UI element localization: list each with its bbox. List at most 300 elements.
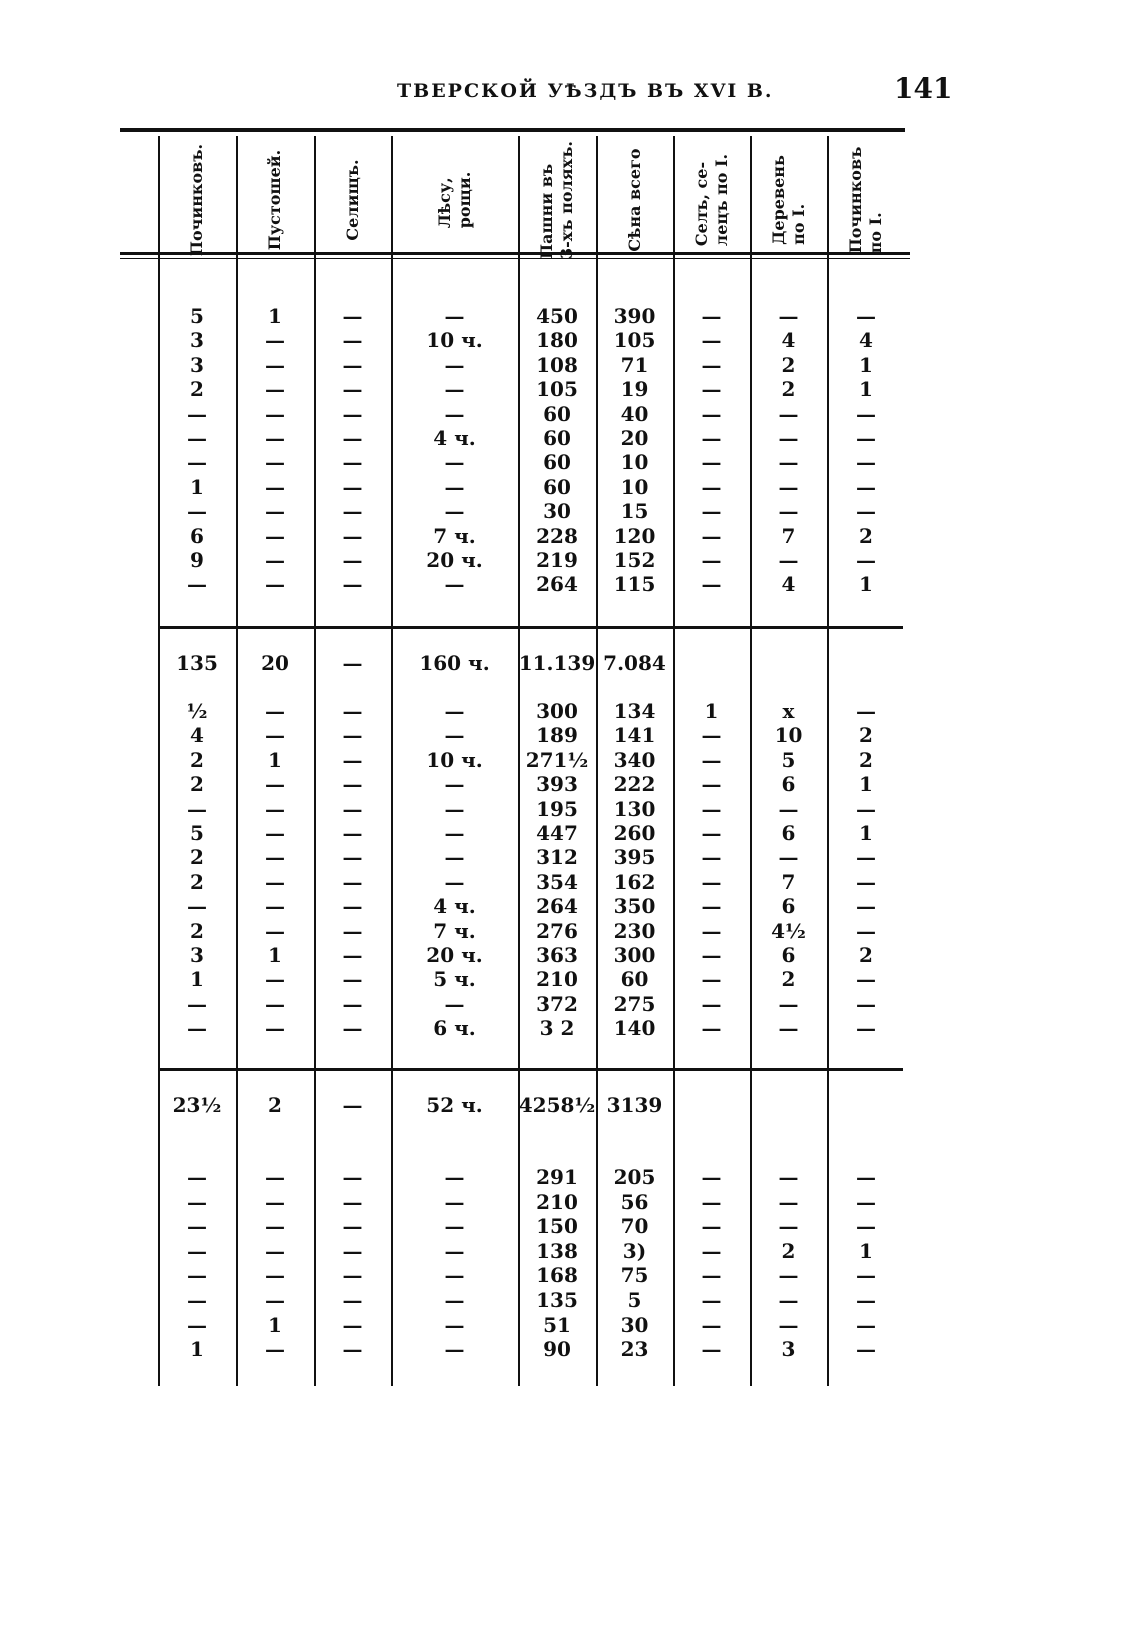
- section-total-cell: 11.139: [518, 651, 596, 675]
- table-row-cell: 20: [620, 426, 649, 450]
- table-row-cell: 7 ч.: [433, 524, 476, 548]
- table-row-cell: —: [444, 1165, 465, 1189]
- table-row-cell: —: [342, 943, 363, 967]
- table-row-cell: —: [778, 475, 799, 499]
- table-row-cell: 2: [190, 748, 204, 772]
- table-row-cell: —: [342, 1190, 363, 1214]
- table-row-cell: —: [342, 723, 363, 747]
- table-row-cell: 4: [781, 572, 796, 596]
- table-row-cell: —: [342, 772, 363, 796]
- table-row-cell: 4: [190, 723, 204, 747]
- table-row-cell: —: [342, 426, 363, 450]
- table-row-cell: —: [187, 1263, 207, 1287]
- table-row-cell: 4: [859, 328, 873, 352]
- table-row-cell: —: [701, 1190, 722, 1214]
- table-row-cell: 2: [781, 377, 796, 401]
- table-row-cell: —: [342, 1214, 363, 1238]
- table-row-cell: 7 ч.: [433, 919, 476, 943]
- table-row-cell: 2: [781, 967, 796, 991]
- table-row-cell: 372: [536, 992, 578, 1016]
- table-row-cell: —: [856, 797, 876, 821]
- table-row-cell: —: [444, 304, 465, 328]
- table-row-cell: —: [701, 548, 722, 572]
- table-row-cell: 10: [620, 450, 649, 474]
- table-row-cell: —: [342, 377, 363, 401]
- table-row-cell: —: [265, 1239, 285, 1263]
- table-row-cell: —: [856, 1288, 876, 1312]
- table-row-cell: —: [342, 499, 363, 523]
- table-row-cell: —: [187, 402, 207, 426]
- table-row-cell: 1: [268, 304, 282, 328]
- column-header-label: Сѣна всего: [624, 148, 644, 252]
- table-row-cell: —: [701, 402, 722, 426]
- table-row-cell: —: [701, 967, 722, 991]
- table-row-cell: 9: [190, 548, 204, 572]
- table-row-cell: —: [701, 1313, 722, 1337]
- table-row-cell: 1: [268, 748, 282, 772]
- table-row-cell: —: [187, 1214, 207, 1238]
- table-row-cell: 1: [704, 699, 719, 723]
- table-row-cell: —: [701, 450, 722, 474]
- table-row-cell: 2: [190, 377, 204, 401]
- table-row-cell: —: [342, 894, 363, 918]
- section-total-cell: 23½: [172, 1093, 222, 1117]
- table-row-cell: —: [701, 328, 722, 352]
- column-header-label: Пустошей.: [265, 149, 284, 251]
- table-row-cell: —: [701, 572, 722, 596]
- table-row-cell: —: [701, 772, 722, 796]
- table-row-cell: —: [856, 1214, 876, 1238]
- table-row-cell: 141: [613, 723, 656, 747]
- table-row-cell: —: [342, 304, 363, 328]
- section-total-cell: [673, 651, 750, 676]
- table-row-cell: —: [444, 1337, 465, 1361]
- table-row-cell: 152: [613, 548, 656, 572]
- table-row-cell: 5: [781, 748, 796, 772]
- section-total-cell: [827, 651, 905, 676]
- table-row-cell: 271½: [525, 748, 589, 772]
- table-row-cell: —: [444, 402, 465, 426]
- table-row-cell: 60: [543, 450, 571, 474]
- column-header-label: Деревень по I.: [768, 155, 808, 245]
- table-row-cell: —: [187, 1288, 207, 1312]
- table-row-cell: —: [265, 992, 285, 1016]
- table-row-cell: —: [342, 450, 363, 474]
- table-row-cell: 2: [781, 353, 796, 377]
- table-row-cell: —: [187, 1165, 207, 1189]
- table-row-cell: 276: [536, 919, 578, 943]
- table-row-cell: 115: [613, 572, 656, 596]
- table-row-cell: —: [444, 1313, 465, 1337]
- table-row-cell: —: [342, 748, 363, 772]
- table-row-cell: 2: [859, 943, 873, 967]
- table-row-cell: 75: [620, 1263, 649, 1287]
- table-row-cell: 30: [543, 499, 571, 523]
- table-row-cell: 23: [620, 1337, 649, 1361]
- top-rule: [120, 128, 905, 132]
- table-row-cell: 105: [536, 377, 578, 401]
- table-row-cell: 1: [859, 353, 873, 377]
- table-row-cell: —: [778, 402, 799, 426]
- table-row-cell: —: [701, 499, 722, 523]
- table-row-cell: 134: [613, 699, 656, 723]
- table-row-cell: 3: [190, 328, 204, 352]
- table-row-cell: —: [778, 1263, 799, 1287]
- table-row-cell: —: [778, 426, 799, 450]
- table-row-cell: 4 ч.: [433, 894, 476, 918]
- table-row-cell: —: [856, 894, 876, 918]
- table-row-cell: 105: [613, 328, 656, 352]
- table-row-cell: 2: [781, 1239, 796, 1263]
- table-row-cell: —: [265, 870, 285, 894]
- table-row-cell: 10 ч.: [426, 748, 483, 772]
- table-row-cell: —: [701, 894, 722, 918]
- table-row-cell: 20 ч.: [426, 943, 483, 967]
- table-row-cell: —: [778, 1313, 799, 1337]
- table-row-cell: —: [856, 919, 876, 943]
- table-row-cell: —: [701, 1263, 722, 1287]
- table-row-cell: 135: [536, 1288, 578, 1312]
- table-row-cell: —: [187, 1313, 207, 1337]
- table-row-cell: —: [701, 524, 722, 548]
- section-total-cell: 52 ч.: [426, 1093, 483, 1117]
- table-row-cell: —: [701, 1165, 722, 1189]
- column-header: [673, 140, 750, 260]
- table-row-cell: —: [444, 499, 465, 523]
- table-row-cell: 140: [613, 1016, 656, 1040]
- table-row-cell: —: [444, 992, 465, 1016]
- table-row-cell: —: [778, 845, 799, 869]
- table-row-cell: 291: [536, 1165, 578, 1189]
- column-header: [827, 140, 905, 260]
- table-row-cell: 5: [627, 1288, 642, 1312]
- table-row-cell: —: [444, 699, 465, 723]
- table-row-cell: —: [342, 475, 363, 499]
- table-row-cell: —: [444, 1263, 465, 1287]
- column-header: [236, 140, 314, 260]
- table-row-cell: —: [444, 353, 465, 377]
- table-row-cell: 354: [536, 870, 578, 894]
- page-header-title: ТВЕРСКОЙ УѢЗДЪ ВЪ XVI В.: [397, 80, 774, 102]
- table-row-cell: —: [342, 572, 363, 596]
- section-total-cell: —: [342, 651, 363, 675]
- table-row-cell: —: [701, 943, 722, 967]
- table-row-cell: —: [856, 1313, 876, 1337]
- table-row-cell: —: [342, 353, 363, 377]
- table-row-cell: —: [265, 699, 285, 723]
- section-total-cell: 7.084: [603, 651, 666, 675]
- page-number: 141: [894, 72, 953, 105]
- table-row-cell: —: [265, 967, 285, 991]
- table-row-cell: —: [856, 699, 876, 723]
- section-total-cell: [827, 1093, 905, 1118]
- table-row-cell: —: [342, 919, 363, 943]
- table-row-cell: —: [701, 1214, 722, 1238]
- table-row-cell: 3: [190, 353, 204, 377]
- table-row-cell: 15: [620, 499, 649, 523]
- table-row-cell: 7: [781, 524, 796, 548]
- table-row-cell: —: [444, 1239, 465, 1263]
- table-row-cell: —: [856, 450, 876, 474]
- table-row-cell: 205: [613, 1165, 656, 1189]
- table-row-cell: 210: [536, 967, 578, 991]
- table-row-cell: 5: [190, 821, 204, 845]
- table-row-cell: 108: [536, 353, 578, 377]
- table-row-cell: —: [778, 1214, 799, 1238]
- table-row-cell: —: [701, 353, 722, 377]
- table-row-cell: 219: [536, 548, 578, 572]
- table-row-cell: 3: [781, 1337, 796, 1361]
- table-row-cell: —: [856, 426, 876, 450]
- column-header: [314, 140, 391, 260]
- table-row-cell: —: [342, 548, 363, 572]
- column-header-label: Селищъ.: [342, 159, 362, 241]
- section-total-cell: 3139: [606, 1093, 663, 1117]
- table-row-cell: —: [856, 1263, 876, 1287]
- table-row-cell: 1: [859, 377, 873, 401]
- table-row-cell: 5: [190, 304, 204, 328]
- table-row-cell: —: [265, 919, 285, 943]
- column-header-label: Починковъ.: [187, 143, 206, 257]
- table-row-cell: —: [342, 524, 363, 548]
- table-row-cell: —: [265, 524, 285, 548]
- table-row-cell: —: [856, 548, 876, 572]
- column-header: [750, 140, 827, 260]
- section-total-cell: 135: [176, 651, 218, 675]
- table-row-cell: —: [444, 772, 465, 796]
- table-row-cell: —: [444, 1190, 465, 1214]
- section-total-cell: 160 ч.: [419, 651, 490, 675]
- table-row-cell: —: [342, 1165, 363, 1189]
- table-row-cell: 300: [613, 943, 656, 967]
- column-header-label: Селъ, се- лецъ по I.: [691, 153, 731, 247]
- table-row-cell: —: [444, 1214, 465, 1238]
- table-row-cell: 30: [620, 1313, 649, 1337]
- section-total-cell: 4258½: [518, 1093, 596, 1117]
- table-row-cell: —: [265, 1016, 285, 1040]
- table-row-cell: 1: [859, 572, 873, 596]
- table-row-cell: —: [265, 723, 285, 747]
- table-row-cell: —: [265, 1214, 285, 1238]
- table-row-cell: —: [342, 992, 363, 1016]
- table-row-cell: —: [701, 1016, 722, 1040]
- table-row-cell: —: [187, 797, 207, 821]
- table-row-cell: x: [782, 699, 795, 723]
- table-row-cell: —: [342, 1313, 363, 1337]
- table-row-cell: —: [856, 475, 876, 499]
- table-row-cell: —: [701, 1239, 722, 1263]
- table-row-cell: —: [187, 450, 207, 474]
- table-row-cell: —: [444, 377, 465, 401]
- table-row-cell: —: [265, 328, 285, 352]
- table-row-cell: 130: [613, 797, 656, 821]
- table-row-cell: —: [187, 1239, 207, 1263]
- table-row-cell: 350: [613, 894, 656, 918]
- table-row-cell: 71: [620, 353, 649, 377]
- table-row-cell: —: [444, 845, 465, 869]
- table-row-cell: —: [342, 1016, 363, 1040]
- table-row-cell: —: [856, 304, 876, 328]
- table-row-cell: 447: [536, 821, 578, 845]
- table-row-cell: —: [342, 967, 363, 991]
- table-row-cell: 264: [536, 572, 578, 596]
- table-row-cell: —: [778, 1016, 799, 1040]
- table-row-cell: —: [701, 304, 722, 328]
- table-row-cell: 2: [190, 919, 204, 943]
- table-row-cell: —: [342, 870, 363, 894]
- table-row-cell: 1: [268, 1313, 282, 1337]
- table-row-cell: 20 ч.: [426, 548, 483, 572]
- table-row-cell: —: [342, 328, 363, 352]
- table-row-cell: —: [778, 797, 799, 821]
- table-row-cell: —: [187, 499, 207, 523]
- table-row-cell: —: [701, 797, 722, 821]
- section-total-cell: —: [342, 1093, 363, 1117]
- table-row-cell: —: [187, 1190, 207, 1214]
- table-row-cell: —: [778, 992, 799, 1016]
- table-row-cell: —: [778, 1288, 799, 1312]
- table-row-cell: 210: [536, 1190, 578, 1214]
- table-row-cell: —: [701, 992, 722, 1016]
- table-row-cell: 393: [536, 772, 578, 796]
- section-divider-2: [158, 1068, 903, 1071]
- table-row-cell: —: [265, 1337, 285, 1361]
- table-row-cell: 40: [620, 402, 649, 426]
- table-row-cell: —: [778, 304, 799, 328]
- table-row-cell: —: [444, 450, 465, 474]
- column-header: [391, 140, 518, 260]
- table-row-cell: —: [856, 499, 876, 523]
- section-total-cell: [673, 1093, 750, 1118]
- table-row-cell: 228: [536, 524, 578, 548]
- table-row-cell: 1: [190, 967, 204, 991]
- table-row-cell: —: [342, 1263, 363, 1287]
- table-row-cell: 1: [190, 1337, 204, 1361]
- table-row-cell: —: [265, 402, 285, 426]
- table-row-cell: 168: [536, 1263, 578, 1287]
- table-row-cell: ½: [186, 699, 208, 723]
- table-row-cell: —: [265, 1263, 285, 1287]
- table-row-cell: 395: [613, 845, 656, 869]
- table-row-cell: 260: [613, 821, 656, 845]
- column-header-label: Пашни въ 3-хъ поляхъ.: [537, 140, 576, 260]
- table-row-cell: 56: [620, 1190, 649, 1214]
- table-row-cell: —: [444, 797, 465, 821]
- table-row-cell: —: [778, 450, 799, 474]
- table-row-cell: 6: [781, 943, 796, 967]
- table-row-cell: 2: [190, 845, 204, 869]
- table-row-cell: 1: [268, 943, 282, 967]
- table-row-cell: —: [187, 992, 207, 1016]
- table-row-cell: 2: [190, 870, 204, 894]
- table-row-cell: —: [856, 1190, 876, 1214]
- table-row-cell: 222: [613, 772, 656, 796]
- table-row-cell: 3): [622, 1239, 647, 1263]
- table-row-cell: 180: [536, 328, 578, 352]
- section-total-cell: [750, 651, 827, 676]
- table-row-cell: —: [444, 572, 465, 596]
- table-row-cell: 2: [190, 772, 204, 796]
- table-row-cell: 3: [190, 943, 204, 967]
- table-row-cell: 10 ч.: [426, 328, 483, 352]
- table-row-cell: 10: [774, 723, 803, 747]
- table-row-cell: —: [856, 1337, 876, 1361]
- table-row-cell: —: [701, 845, 722, 869]
- table-row-cell: 4: [781, 328, 796, 352]
- table-row-cell: —: [778, 1190, 799, 1214]
- table-row-cell: 120: [613, 524, 656, 548]
- table-row-cell: —: [265, 572, 285, 596]
- table-row-cell: —: [778, 1165, 799, 1189]
- table-row-cell: 70: [620, 1214, 649, 1238]
- table-row-cell: 1: [859, 821, 873, 845]
- column-header: [596, 140, 673, 260]
- table-row-cell: —: [444, 870, 465, 894]
- table-row-cell: —: [444, 821, 465, 845]
- table-row-cell: 230: [613, 919, 656, 943]
- table-row-cell: 4½: [771, 919, 806, 943]
- table-row-cell: 19: [620, 377, 649, 401]
- table-row-cell: —: [856, 1165, 876, 1189]
- table-row-cell: —: [265, 450, 285, 474]
- table-row-cell: —: [265, 845, 285, 869]
- table-row-cell: 6: [781, 821, 796, 845]
- table-row-cell: —: [701, 748, 722, 772]
- table-row-cell: 6: [781, 772, 796, 796]
- table-row-cell: —: [701, 821, 722, 845]
- table-row-cell: —: [265, 499, 285, 523]
- table-row-cell: —: [342, 845, 363, 869]
- table-row-cell: —: [778, 548, 799, 572]
- section-total-cell: 2: [268, 1093, 282, 1117]
- table-row-cell: —: [701, 1337, 722, 1361]
- table-row-cell: 6 ч.: [433, 1016, 476, 1040]
- table-row-cell: 60: [543, 426, 571, 450]
- table-row-cell: —: [265, 772, 285, 796]
- table-row-cell: —: [187, 1016, 207, 1040]
- table-row-cell: 264: [536, 894, 578, 918]
- table-row-cell: 150: [536, 1214, 578, 1238]
- table-row-cell: 5 ч.: [433, 967, 476, 991]
- section-total-cell: 20: [261, 651, 289, 675]
- table-row-cell: 6: [781, 894, 796, 918]
- table-row-cell: 1: [859, 772, 873, 796]
- table-row-cell: 363: [536, 943, 578, 967]
- table-row-cell: 90: [543, 1337, 571, 1361]
- table-row-cell: 60: [620, 967, 649, 991]
- table-row-cell: —: [778, 499, 799, 523]
- table-row-cell: —: [701, 870, 722, 894]
- table-row-cell: 2: [859, 748, 873, 772]
- table-row-cell: —: [444, 475, 465, 499]
- column-header-label: Починковъ по I.: [846, 146, 885, 254]
- table-row-cell: —: [265, 548, 285, 572]
- table-row-cell: —: [342, 821, 363, 845]
- table-row-cell: —: [342, 699, 363, 723]
- table-row-cell: —: [856, 1016, 876, 1040]
- table-row-cell: 450: [536, 304, 578, 328]
- table-row-cell: —: [265, 353, 285, 377]
- table-row-cell: —: [856, 992, 876, 1016]
- table-row-cell: —: [342, 797, 363, 821]
- table-row-cell: —: [187, 426, 207, 450]
- table-row-cell: —: [265, 1165, 285, 1189]
- table-row-cell: 7: [781, 870, 796, 894]
- table-row-cell: 10: [620, 475, 649, 499]
- table-row-cell: —: [265, 426, 285, 450]
- section-total-cell: [750, 1093, 827, 1118]
- column-header: [158, 140, 236, 260]
